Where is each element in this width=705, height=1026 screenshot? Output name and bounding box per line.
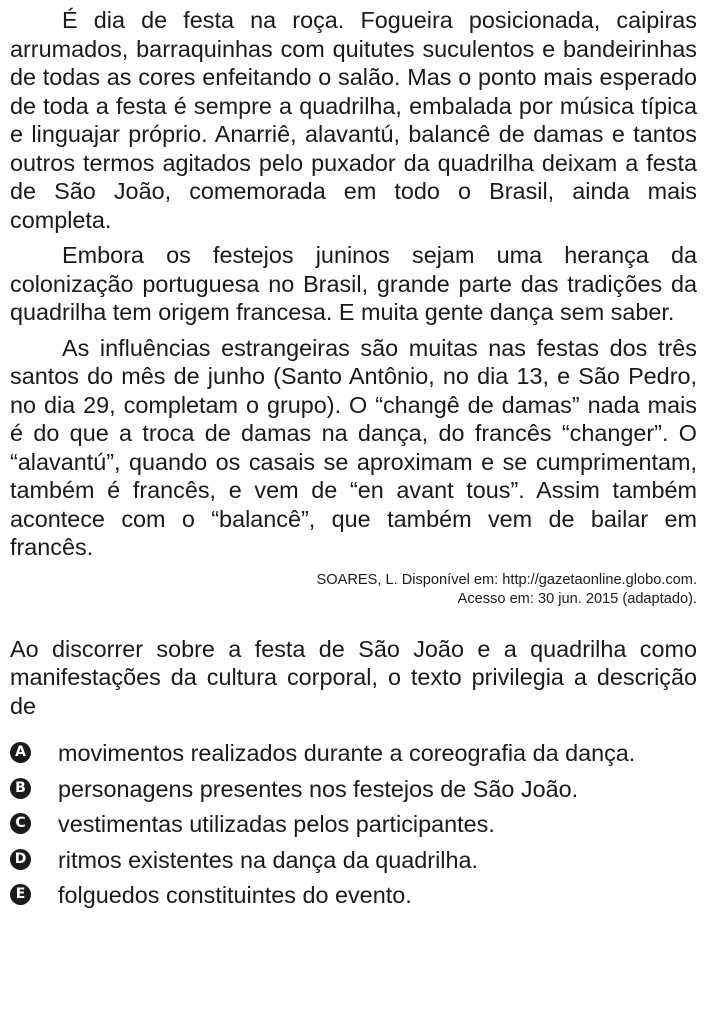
option-e-letter-icon: E bbox=[10, 884, 31, 905]
answer-options bbox=[10, 739, 697, 910]
option-a-letter-icon: A bbox=[10, 742, 31, 763]
source-citation bbox=[10, 571, 697, 609]
passage-paragraph-1: É dia de festa na roça. Fogueira posicionada, caipiras arrumados, barraquinhas com quitutes suculentos e bandeirinhas de todas as cores enfeitando o salão. Mas o ponto mais esperado de toda a festa é sempre a quadrilha, embalada por música típica e linguajar próprio. Anarriê, alavantú, balancê de damas e tantos outros termos agitados pelo puxador da quadrilha deixam a festa de São João, comemorada em todo o Brasil, ainda mais completa. bbox=[10, 7, 697, 233]
option-d-text: ritmos existentes na dança da quadrilha. bbox=[58, 846, 478, 873]
question-stem: Ao discorrer sobre a festa de São João e a quadrilha como manifestações da cultura corporal, o texto privilegia a descrição de bbox=[10, 635, 697, 719]
passage bbox=[10, 6, 697, 609]
passage-paragraph-3: As influências estrangeiras são muitas nas festas dos três santos do mês de junho (Santo Antônio, no dia 13, e São Pedro, no dia 29, completam o grupo). O “changê de damas” nada mais é do que a troca de damas na dança, do francês “changer”. O “alavantú”, quando os casais se aproximam e se cumprimentam, também é francês, e vem de “en avant tous”. Assim também acontece com o “balancê”, que também vem de bailar em francês. bbox=[10, 334, 697, 560]
option-e[interactable] bbox=[10, 881, 697, 910]
option-a-text: movimentos realizados durante a coreografia da dança. bbox=[58, 740, 636, 766]
source-line-2: Acesso em: 30 jun. 2015 (adaptado). bbox=[457, 590, 697, 607]
option-b-letter-icon: B bbox=[10, 778, 31, 799]
option-d-letter-icon: D bbox=[10, 849, 31, 870]
option-b-text: personagens presentes nos festejos de São João. bbox=[58, 775, 579, 802]
option-a[interactable] bbox=[10, 739, 697, 768]
passage-paragraph-2: Embora os festejos juninos sejam uma herança da colonização portuguesa no Brasil, grande parte das tradições da quadrilha tem origem francesa. E muita gente dança sem saber. bbox=[10, 242, 697, 325]
option-c-letter-icon: C bbox=[10, 813, 31, 834]
source-line-1: SOARES, L. Disponível em: http://gazetaonline.globo.com. bbox=[316, 571, 697, 588]
option-e-text: folguedos constituintes do evento. bbox=[58, 882, 412, 908]
option-c[interactable] bbox=[10, 810, 697, 839]
option-b[interactable] bbox=[10, 775, 697, 804]
option-c-text: vestimentas utilizadas pelos participantes. bbox=[58, 811, 495, 837]
option-d[interactable] bbox=[10, 846, 697, 875]
